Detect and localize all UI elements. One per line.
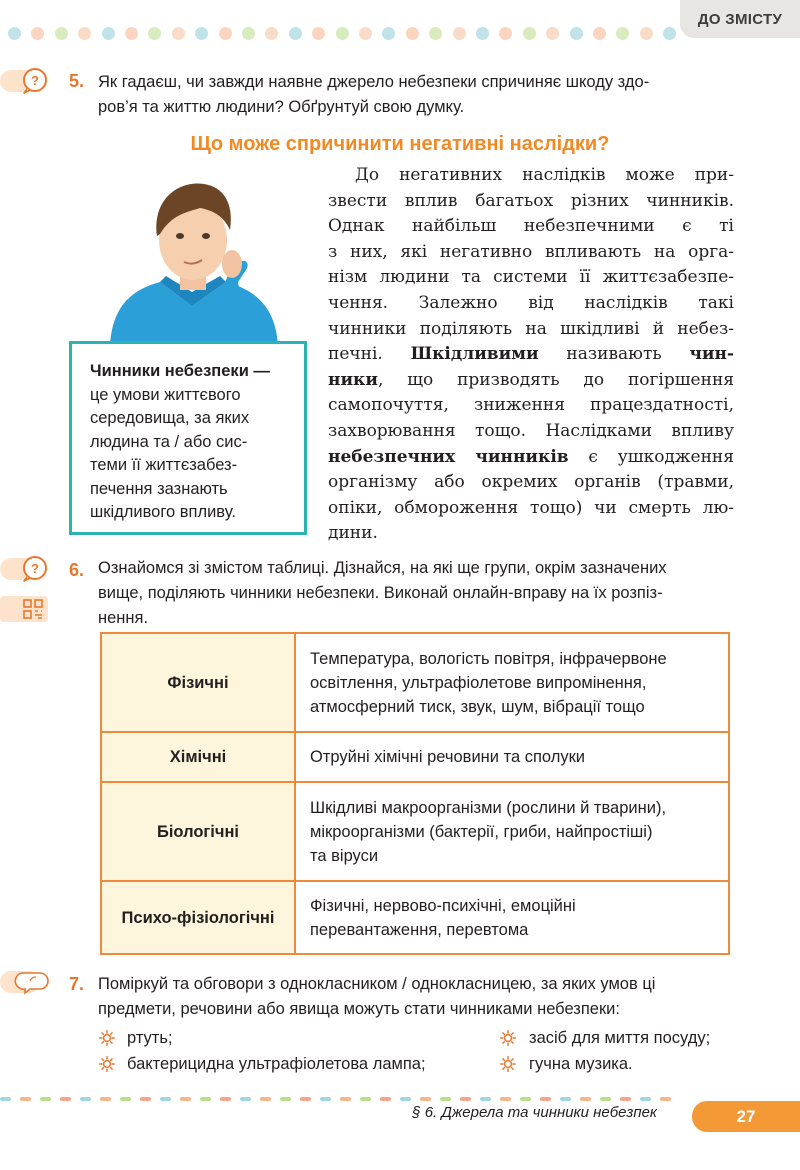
table-description-line: перевантаження, перевтома <box>310 920 529 939</box>
definition-line: печення зазнають <box>90 479 228 498</box>
decorative-dot <box>219 27 232 40</box>
list-item: засіб для миття посуду; <box>529 1029 711 1047</box>
paragraph-line: Однак найбільш небезпечними є ті <box>328 216 734 237</box>
sun-bullet-icon <box>500 1056 516 1072</box>
decorative-dash <box>300 1097 311 1101</box>
table-category-cell: Фізичні <box>101 633 295 732</box>
svg-text:?: ? <box>31 561 39 576</box>
section-title: Що може спричинити негативні наслідки? <box>190 133 610 155</box>
definition-box <box>69 341 307 535</box>
table-description-line: та віруси <box>310 846 379 865</box>
decorative-dot <box>78 27 91 40</box>
decorative-dash <box>560 1097 571 1101</box>
svg-text:?: ? <box>31 73 39 88</box>
decorative-dot <box>359 27 372 40</box>
decorative-dash <box>140 1097 151 1101</box>
decorative-dash <box>240 1097 251 1101</box>
decorative-dot <box>148 27 161 40</box>
qr-code-icon[interactable] <box>0 594 50 624</box>
paragraph-line: нізм людини та системи її життєзабезпе- <box>328 267 734 288</box>
table-description-cell <box>295 782 729 881</box>
sun-bullet-icon <box>99 1056 115 1072</box>
decorative-dash <box>460 1097 471 1101</box>
discussion-bubbles-icon <box>0 967 50 997</box>
decorative-dash <box>40 1097 51 1101</box>
task-7-line: предмети, речовини або явища можуть стати чинниками небезпеки: <box>98 1000 620 1018</box>
decorative-dash <box>400 1097 411 1101</box>
text-run: , що призводять до погіршення <box>377 369 734 390</box>
decorative-dash <box>340 1097 351 1101</box>
decorative-dot <box>546 27 559 40</box>
decorative-dash <box>440 1097 451 1101</box>
decorative-dot <box>242 27 255 40</box>
task-6-line: вище, поділяють чинники небезпеки. Виконай онлайн-вправу на їх розпіз- <box>98 584 663 602</box>
task-6-text <box>98 556 738 631</box>
footer-section-title: § 6. Джерела та чинники небезпек <box>412 1104 657 1121</box>
list-item: бактерицидна ультрафіолетова лампа; <box>127 1055 426 1073</box>
decorative-dot <box>593 27 606 40</box>
paragraph-line: опіки, обмороження тощо) чи смерть лю- <box>328 497 734 518</box>
paragraph-line: чинники поділяють на шкідливі й небез- <box>328 318 734 339</box>
definition-line: шкідливого впливу. <box>90 503 236 521</box>
decorative-dash <box>640 1097 651 1101</box>
table-row <box>101 633 729 732</box>
decorative-dot <box>663 27 676 40</box>
table-row <box>101 782 729 881</box>
list-item: гучна музика. <box>529 1055 633 1073</box>
paragraph-line <box>328 342 734 368</box>
decorative-dot <box>31 27 44 40</box>
sun-bullet-icon <box>99 1030 115 1046</box>
paragraph-line <box>328 445 734 471</box>
text-run: печні. <box>328 344 411 365</box>
paragraph-line: чення. Залежно від наслідків такі <box>328 292 734 313</box>
decorative-dot <box>102 27 115 40</box>
decorative-dash <box>620 1097 631 1101</box>
table-description-line: Шкідливі макроорганізми (рослини й тварини), <box>310 798 667 817</box>
table-description-line: атмосферний тиск, звук, шум, вібрації тощо <box>310 697 645 716</box>
decorative-dot <box>312 27 325 40</box>
task-5-text <box>98 70 738 120</box>
table-description-line: Температура, вологість повітря, інфрачервоне <box>310 649 667 668</box>
decorative-dash <box>220 1097 231 1101</box>
paragraph-line: з них, які негативно впливають на орга- <box>328 241 734 262</box>
decorative-dash <box>580 1097 591 1101</box>
bottom-decorative-dashes <box>0 1097 800 1101</box>
decorative-dot <box>429 27 442 40</box>
question-bubble-icon <box>0 554 50 584</box>
table-description-line: Отруйні хімічні речовини та сполуки <box>310 748 586 766</box>
table-category-cell: Хімічні <box>101 732 295 782</box>
decorative-dot <box>125 27 138 40</box>
decorative-dot <box>265 27 278 40</box>
table-description-line: мікроорганізми (бактерії, гриби, найпростіші) <box>310 822 653 841</box>
decorative-dash <box>260 1097 271 1101</box>
paragraph-line: самопочуття, зниження працездатності, <box>328 395 734 416</box>
decorative-dot <box>523 27 536 40</box>
decorative-dash <box>420 1097 431 1101</box>
paragraph-line: звести вплив багатьох різних чинників. <box>328 190 734 211</box>
paragraph-line: організму або окремих органів (травми, <box>328 472 734 493</box>
definition-term: Чинники небезпеки — <box>90 362 270 380</box>
term-factors-part: ники <box>328 369 378 390</box>
task-6-number: 6. <box>69 560 85 580</box>
task-6-line: нення. <box>98 609 149 627</box>
table-category-cell: Біологічні <box>101 782 295 881</box>
decorative-dot <box>406 27 419 40</box>
question-bubble-icon <box>0 66 50 96</box>
task-7-text <box>98 972 738 1022</box>
table-category-cell: Психо-фізіологічні <box>101 881 295 954</box>
table-description-cell <box>295 732 729 782</box>
definition-line: теми її життєзабез- <box>90 456 238 474</box>
decorative-dash <box>60 1097 71 1101</box>
decorative-dash <box>100 1097 111 1101</box>
task-5-line: Як гадаєш, чи завжди наявне джерело небезпеки спричиняє шкоду здо- <box>98 73 650 91</box>
table-row <box>101 732 729 782</box>
decorative-dash <box>160 1097 171 1101</box>
table-description-cell <box>295 881 729 954</box>
decorative-dash <box>200 1097 211 1101</box>
page-number: 27 <box>692 1101 800 1132</box>
danger-factors-table <box>100 632 730 955</box>
decorative-dot <box>195 27 208 40</box>
decorative-dash <box>280 1097 291 1101</box>
decorative-dot <box>8 27 21 40</box>
decorative-dash <box>80 1097 91 1101</box>
text-run: є ушкодження <box>568 446 734 467</box>
text-run: називають <box>538 344 690 365</box>
decorative-dash <box>180 1097 191 1101</box>
decorative-dash <box>660 1097 671 1101</box>
task-7-number: 7. <box>69 974 85 994</box>
decorative-dot <box>336 27 349 40</box>
table-of-contents-link[interactable]: ДО ЗМІСТУ <box>680 0 800 38</box>
section-paragraph <box>328 163 734 547</box>
decorative-dot <box>616 27 629 40</box>
definition-line: це умови життєвого <box>90 385 241 404</box>
task-5-number: 5. <box>69 71 85 91</box>
decorative-dot <box>499 27 512 40</box>
definition-line: людина та / або сис- <box>90 432 248 451</box>
decorative-dot <box>172 27 185 40</box>
table-row <box>101 881 729 954</box>
paragraph-line <box>328 368 734 394</box>
decorative-dash <box>120 1097 131 1101</box>
decorative-dash <box>600 1097 611 1101</box>
task-5-line: ров’я та життю людини? Обґрунтуй свою думку. <box>98 98 465 116</box>
decorative-dot <box>382 27 395 40</box>
paragraph-line: захворювання тощо. Наслідками впливу <box>328 420 734 441</box>
decorative-dot <box>570 27 583 40</box>
sun-bullet-icon <box>500 1030 516 1046</box>
top-decorative-dots <box>8 27 688 41</box>
term-factors-part: чин- <box>689 344 734 365</box>
decorative-dot <box>289 27 302 40</box>
term-harmful: Шкідливими <box>410 344 539 365</box>
table-description-line: освітлення, ультрафіолетове випромінення, <box>310 673 647 692</box>
task-6-line: Ознайомся зі змістом таблиці. Дізнайся, на які ще групи, окрім зазначених <box>98 559 667 577</box>
decorative-dot <box>55 27 68 40</box>
decorative-dash <box>360 1097 371 1101</box>
decorative-dash <box>520 1097 531 1101</box>
paragraph-line: До негативних наслідків може при- <box>355 165 734 185</box>
decorative-dot <box>453 27 466 40</box>
definition-line: середовища, за яких <box>90 409 250 427</box>
table-description-line: Фізичні, нервово-психічні, емоційні <box>310 896 576 915</box>
decorative-dash <box>0 1097 11 1101</box>
task-7-line: Поміркуй та обговори з однокласником / однокласницею, за яких умов ці <box>98 975 656 993</box>
decorative-dot <box>640 27 653 40</box>
decorative-dash <box>380 1097 391 1101</box>
thinking-boy-illustration <box>100 178 285 346</box>
decorative-dash <box>320 1097 331 1101</box>
decorative-dash <box>480 1097 491 1101</box>
term-dangerous-factors: небезпечних чинників <box>328 446 569 467</box>
paragraph-line: дини. <box>328 523 378 544</box>
table-description-cell <box>295 633 729 732</box>
decorative-dot <box>476 27 489 40</box>
decorative-dash <box>540 1097 551 1101</box>
list-item: ртуть; <box>127 1029 173 1047</box>
decorative-dash <box>500 1097 511 1101</box>
decorative-dash <box>20 1097 31 1101</box>
